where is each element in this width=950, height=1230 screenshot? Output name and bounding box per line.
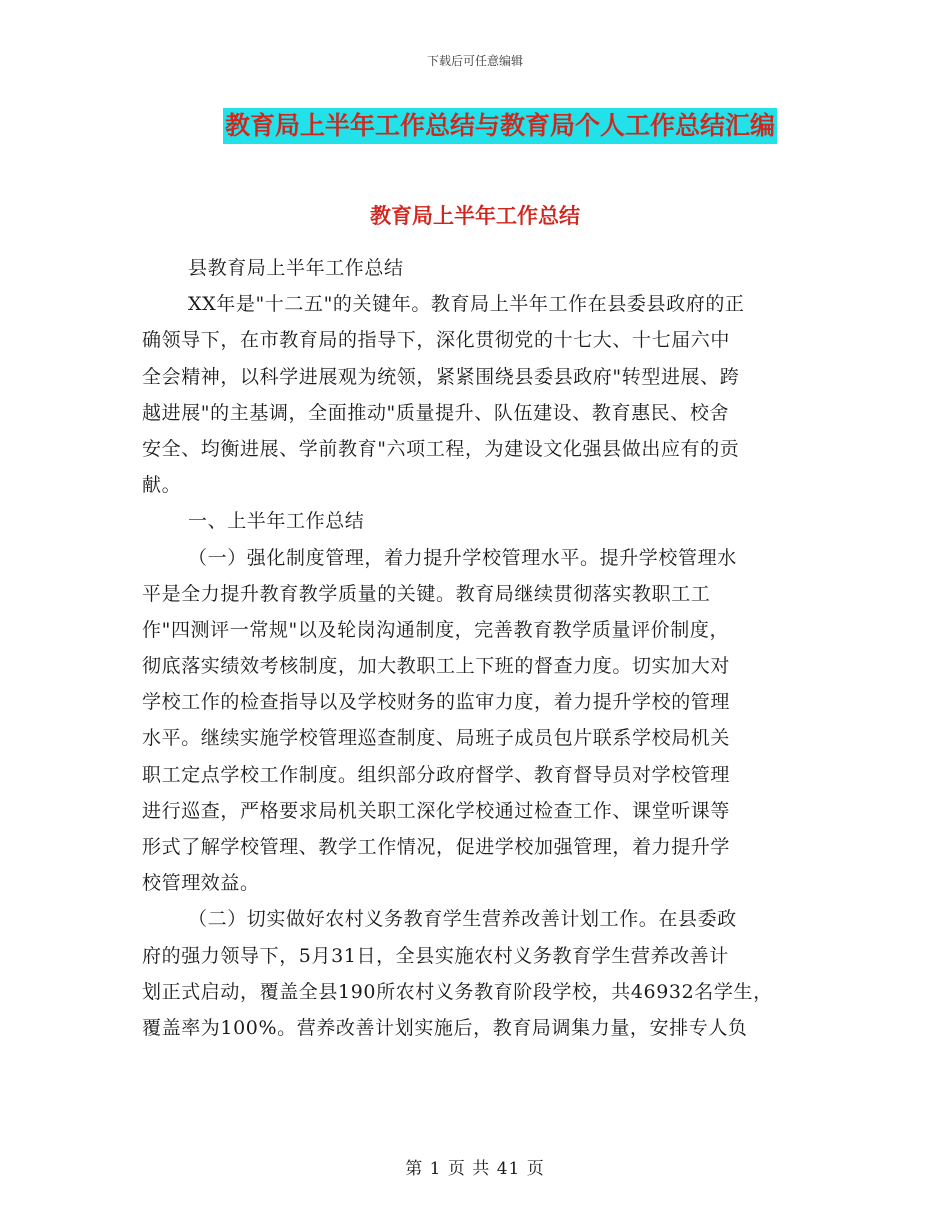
paragraph-line: 职工定点学校工作制度。组织部分政府督学、教育督导员对学校管理 <box>142 763 731 786</box>
main-title-highlight: 教育局上半年工作总结与教育局个人工作总结汇编 <box>223 108 777 144</box>
paragraph-line: 全会精神，以科学进展观为统领，紧紧围绕县委县政府"转型进展、跨 <box>142 365 740 388</box>
paragraph-line: 作"四测评一常规"以及轮岗沟通制度，完善教育教学质量评价制度， <box>142 618 730 641</box>
document-main-title <box>0 108 950 144</box>
paragraph-line: 学校工作的检查指导以及学校财务的监审力度，着力提升学校的管理 <box>142 691 731 714</box>
document-body <box>142 250 832 1046</box>
paragraph-line: 平是全力提升教育教学质量的关键。教育局继续贯彻落实教职工工 <box>142 582 711 605</box>
paragraph-line: 进行巡查，严格要求局机关职工深化学校通过检查工作、课堂听课等 <box>142 799 731 822</box>
paragraph-line: 校管理效益。 <box>142 872 260 895</box>
paragraph-line: 水平。继续实施学校管理巡查制度、局班子成员包片联系学校局机关 <box>142 727 731 750</box>
paragraph-line: 献。 <box>142 474 182 497</box>
paragraph-line: XX年是"十二五"的关键年。教育局上半年工作在县委县政府的正 <box>188 293 745 316</box>
paragraph-line: 形式了解学校管理、教学工作情况，促进学校加强管理，着力提升学 <box>142 836 731 858</box>
paragraph-line: 覆盖率为100%。营养改善计划实施后，教育局调集力量，安排专人负 <box>142 1016 748 1039</box>
paragraph-line: 划正式启动，覆盖全县190所农村义务教育阶段学校，共46932名学生， <box>142 980 773 1003</box>
paragraph-line: 县教育局上半年工作总结 <box>188 257 404 279</box>
page-header-note: 下载后可任意编辑 <box>426 54 523 68</box>
paragraph-line: （一）强化制度管理，着力提升学校管理水平。提升学校管理水 <box>188 546 737 569</box>
paragraph-line: 安全、均衡进展、学前教育"六项工程，为建设文化强县做出应有的贡 <box>142 437 740 460</box>
page-number: 第 1 页 共 41 页 <box>405 1159 545 1179</box>
paragraph-line: 越进展"的主基调，全面推动"质量提升、队伍建设、教育惠民、校舍 <box>142 401 730 424</box>
paragraph-line: （二）切实做好农村义务教育学生营养改善计划工作。在县委政 <box>188 908 737 931</box>
paragraph-line: 彻底落实绩效考核制度，加大教职工上下班的督查力度。切实加大对 <box>142 655 731 678</box>
document-sub-title: 教育局上半年工作总结 <box>370 204 580 228</box>
paragraph-line: 确领导下，在市教育局的指导下，深化贯彻党的十七大、十七届六中 <box>142 329 731 352</box>
paragraph-line: 府的强力领导下，5月31日，全县实施农村义务教育学生营养改善计 <box>142 944 729 967</box>
section-heading: 一、上半年工作总结 <box>188 510 365 533</box>
